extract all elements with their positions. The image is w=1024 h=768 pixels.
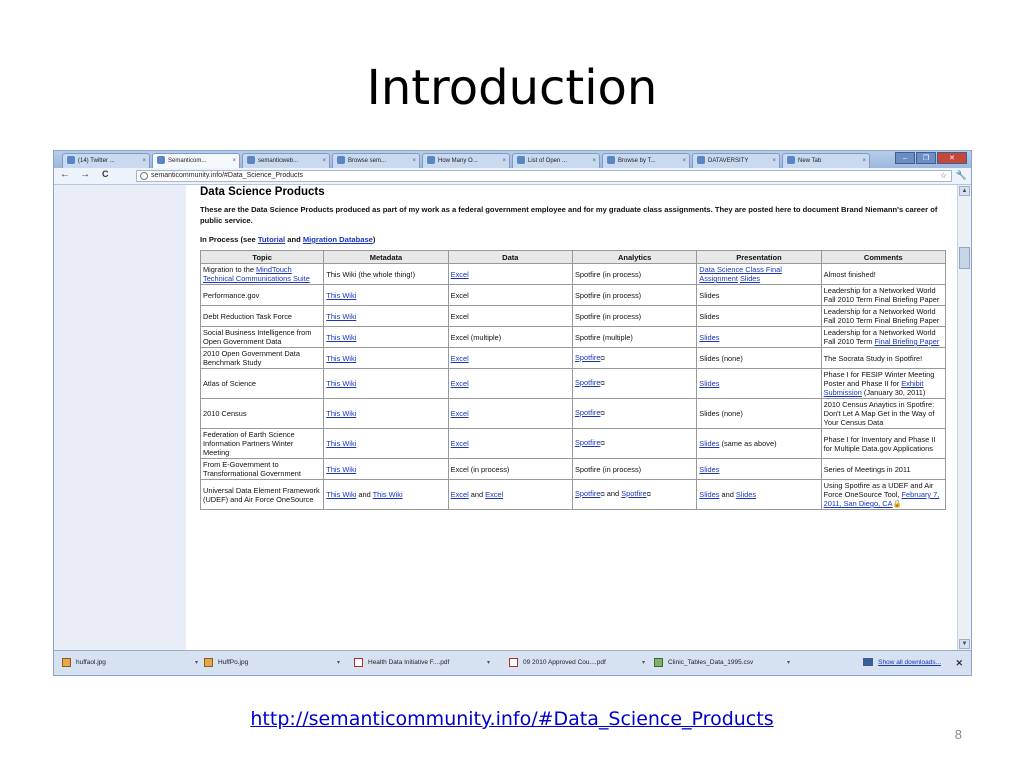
table-cell <box>822 264 945 284</box>
table-cell <box>201 264 323 284</box>
page-icon <box>517 156 525 164</box>
table-cell <box>573 480 696 509</box>
table-cell <box>822 459 945 479</box>
cell-text: Spotfire (in process) <box>574 464 642 474</box>
download-menu-icon[interactable]: ▾ <box>786 660 790 666</box>
cell-link[interactable]: Excel <box>450 353 469 363</box>
vertical-scrollbar[interactable] <box>957 185 971 650</box>
scroll-thumb[interactable] <box>959 247 970 269</box>
tab-close-icon[interactable]: × <box>862 158 866 164</box>
table-cell <box>201 327 323 347</box>
table-cell <box>697 327 820 347</box>
back-button[interactable]: ← <box>60 169 70 180</box>
table-cell <box>697 285 820 305</box>
cell-text: Excel <box>450 290 469 300</box>
url-caption <box>0 708 1024 730</box>
table-cell <box>573 285 696 305</box>
download-menu-icon[interactable]: ▾ <box>194 660 198 666</box>
cell-text: Debt Reduction Task Force <box>203 311 293 321</box>
cell-text: Migration to the <box>203 265 256 274</box>
cell-text: and <box>468 490 486 499</box>
show-all-downloads-link[interactable] <box>863 656 941 670</box>
table-cell <box>822 399 945 428</box>
cell-text: This Wiki (the whole thing!) <box>326 269 416 279</box>
table-cell <box>822 369 945 398</box>
download-item[interactable] <box>204 656 344 670</box>
external-link-icon: ⧉ <box>600 492 605 498</box>
tab-label: How Many O... <box>438 158 478 164</box>
migration-database-link[interactable]: Migration Database <box>302 235 373 244</box>
browser-tab[interactable] <box>152 153 240 168</box>
cell-link[interactable]: Excel <box>450 269 469 279</box>
tab-label: semanticweb... <box>258 158 299 164</box>
table-cell <box>449 429 572 458</box>
semanticommunity-icon <box>157 156 165 164</box>
cell-link[interactable]: Spotfire <box>574 352 601 362</box>
cell-link[interactable]: This Wiki <box>326 490 357 499</box>
cell-link[interactable]: This Wiki <box>326 290 357 300</box>
download-filename: HuffPo.jpg <box>218 659 249 666</box>
address-text: semanticommunity.info/#Data_Science_Products <box>151 172 304 179</box>
browser-tab[interactable] <box>782 153 870 168</box>
cell-text: Slides <box>699 311 720 321</box>
cell-link[interactable]: This Wiki <box>326 353 357 363</box>
table-cell <box>324 264 447 284</box>
table-row <box>201 306 945 326</box>
tab-label: Semanticom... <box>168 158 207 164</box>
cell-text: Excel <box>450 311 469 321</box>
table-cell <box>822 285 945 305</box>
cell-link[interactable]: Slides <box>739 274 761 283</box>
download-item[interactable] <box>509 656 649 670</box>
table-cell <box>697 399 820 428</box>
cell-text: Performance.gov <box>203 290 260 300</box>
table-cell <box>697 459 820 479</box>
table-cell <box>697 348 820 368</box>
cell-text: Spotfire (in process) <box>574 290 642 300</box>
show-all-label: Show all downloads... <box>878 659 941 666</box>
table-cell <box>697 264 820 284</box>
column-header: Data <box>449 251 572 263</box>
cell-link[interactable]: Excel <box>450 409 469 418</box>
table-cell <box>324 369 447 398</box>
table-cell <box>201 459 323 479</box>
table-body <box>201 264 945 509</box>
download-menu-icon[interactable]: ▾ <box>486 660 490 666</box>
cell-text: Leadership for a Networked World Fall 2010 Term Final Briefing Paper <box>823 307 940 325</box>
table-cell <box>449 327 572 347</box>
browser-tab[interactable] <box>512 153 600 168</box>
img-file-icon <box>204 658 213 667</box>
window-controls <box>895 152 967 165</box>
table-cell <box>201 399 323 428</box>
download-item[interactable] <box>354 656 494 670</box>
download-filename: 09 2010 Approved Cou....pdf <box>523 659 606 666</box>
tab-close-icon[interactable]: × <box>592 158 596 164</box>
table-cell <box>324 348 447 368</box>
external-link-icon: ⧉ <box>600 411 605 417</box>
cell-text: Federation of Earth Science Information Partners Winter Meeting <box>203 430 295 457</box>
table-row <box>201 327 945 347</box>
table-row <box>201 480 945 509</box>
cell-text: Spotfire (in process) <box>574 311 642 321</box>
in-process-line <box>200 235 950 244</box>
tab-close-icon[interactable]: × <box>232 158 236 164</box>
table-cell <box>573 399 696 428</box>
scroll-down-icon[interactable]: ▼ <box>959 639 970 649</box>
close-download-shelf-icon[interactable]: ✕ <box>955 658 963 668</box>
cell-link[interactable]: Slides <box>735 490 757 499</box>
cell-link[interactable]: Slides <box>699 490 720 499</box>
browser-tab[interactable] <box>62 153 150 168</box>
table-row <box>201 369 945 398</box>
downloads-icon <box>863 658 873 666</box>
cell-link[interactable]: February 7, 2011, San Diego, CA <box>823 490 940 508</box>
tab-strip <box>54 151 971 168</box>
download-item[interactable] <box>62 656 202 670</box>
table-cell <box>201 285 323 305</box>
cell-text: Atlas of Science <box>203 379 256 388</box>
cell-text: (same as above) <box>719 439 777 448</box>
pdf-file-icon <box>509 658 518 667</box>
table-cell <box>201 306 323 326</box>
download-item[interactable] <box>654 656 794 670</box>
table-cell <box>822 429 945 458</box>
cell-text: 🔒 <box>892 499 902 508</box>
scroll-up-icon[interactable]: ▲ <box>959 186 970 196</box>
download-menu-icon[interactable]: ▾ <box>336 660 340 666</box>
table-cell <box>324 327 447 347</box>
column-header: Comments <box>822 251 945 263</box>
table-cell <box>201 348 323 368</box>
page-icon <box>427 156 435 164</box>
pdf-file-icon <box>354 658 363 667</box>
table-row <box>201 399 945 428</box>
wrench-icon[interactable]: 🔧 <box>955 170 967 180</box>
cell-link[interactable]: Slides <box>699 379 720 388</box>
cell-text: and <box>356 490 373 499</box>
table-row <box>201 285 945 305</box>
cell-link[interactable]: This Wiki <box>326 311 357 321</box>
cell-link[interactable]: Excel <box>450 379 469 388</box>
external-link-icon: ⧉ <box>600 381 605 387</box>
page-icon <box>787 156 795 164</box>
cell-text: Slides (none) <box>699 409 743 418</box>
browser-window <box>53 150 972 676</box>
table-cell <box>324 285 447 305</box>
table-cell <box>449 459 572 479</box>
download-filename: Health Data Initiative F....pdf <box>368 659 450 666</box>
cell-text: 2010 Census Anaytics in Spotfire: Don't Let A Map Get in the Way of Your Census Data <box>823 400 935 427</box>
table-header-row <box>201 251 945 263</box>
page-icon <box>247 156 255 164</box>
download-filename: huffaol.jpg <box>76 659 106 666</box>
cell-text: 2010 Census <box>203 409 247 418</box>
column-header: Topic <box>201 251 323 263</box>
external-link-icon: ⧉ <box>600 441 605 447</box>
tab-close-icon[interactable]: × <box>502 158 506 164</box>
table-cell <box>324 480 447 509</box>
page-content <box>200 185 950 510</box>
slide-title: Introduction <box>366 60 658 116</box>
cell-text: and <box>604 489 622 498</box>
column-header: Metadata <box>324 251 447 263</box>
cell-link[interactable]: Excel <box>450 439 469 448</box>
cell-text: and <box>719 490 736 499</box>
cell-link[interactable]: This Wiki <box>326 332 357 342</box>
left-pane <box>54 185 186 650</box>
table-row <box>201 429 945 458</box>
cell-link[interactable]: Final Briefing Paper <box>874 337 940 346</box>
cell-link[interactable]: MindTouch Technical Communications Suite <box>203 265 310 283</box>
tab-close-icon[interactable]: × <box>412 158 416 164</box>
cell-text: Excel (multiple) <box>450 332 502 342</box>
browser-tab[interactable] <box>602 153 690 168</box>
cell-text: Phase I for FESIP Winter Meeting Poster and Phase II for <box>823 370 935 388</box>
table-row <box>201 348 945 368</box>
table-cell <box>449 399 572 428</box>
tab-label: Browse by T... <box>618 158 656 164</box>
table-cell <box>573 369 696 398</box>
table-cell <box>573 327 696 347</box>
table-cell <box>324 429 447 458</box>
cell-link[interactable]: Slides <box>699 439 720 448</box>
table-cell <box>449 285 572 305</box>
in-process-prefix: In Process (see <box>200 235 258 244</box>
table-cell <box>449 480 572 509</box>
in-process-suffix: ) <box>372 235 376 244</box>
table-cell <box>449 306 572 326</box>
tab-label: DATAVERSITY <box>708 158 749 164</box>
globe-icon <box>140 172 148 180</box>
table-cell <box>573 429 696 458</box>
table-cell <box>573 348 696 368</box>
table-row <box>201 459 945 479</box>
table-cell <box>697 429 820 458</box>
tab-close-icon[interactable]: × <box>772 158 776 164</box>
table-cell <box>822 306 945 326</box>
external-link-icon: ⧉ <box>646 492 651 498</box>
table-cell <box>201 480 323 509</box>
address-bar[interactable] <box>136 170 952 182</box>
download-filename: Clinic_Tables_Data_1995.csv <box>668 659 754 666</box>
tutorial-link[interactable]: Tutorial <box>257 235 286 244</box>
table-cell <box>697 306 820 326</box>
cell-link[interactable]: Slides <box>699 332 720 342</box>
cell-text: From E-Government to Transformational Government <box>203 460 301 478</box>
tab-close-icon[interactable]: × <box>322 158 326 164</box>
cell-link[interactable]: This Wiki <box>326 464 357 474</box>
browser-toolbar <box>54 168 971 185</box>
column-header: Presentation <box>697 251 820 263</box>
table-cell <box>573 306 696 326</box>
browser-tab[interactable] <box>692 153 780 168</box>
table-cell <box>697 480 820 509</box>
close-window-button[interactable]: ✕ <box>937 152 967 164</box>
table-cell <box>573 264 696 284</box>
tab-label: New Tab <box>798 158 822 164</box>
page-icon <box>337 156 345 164</box>
page-icon <box>607 156 615 164</box>
table-cell <box>201 429 323 458</box>
bookmark-star-icon[interactable]: ☆ <box>939 171 947 180</box>
cell-link[interactable]: This Wiki <box>372 490 403 499</box>
cell-link[interactable]: This Wiki <box>326 409 357 418</box>
tab-label: (14) Twitter ... <box>78 158 115 164</box>
cell-text: Universal Data Element Framework (UDEF) and Air Force OneSource <box>203 485 320 504</box>
cell-link[interactable]: Spotfire <box>574 438 601 447</box>
table-cell <box>573 459 696 479</box>
cell-text: Social Business Intelligence from Open Government Data <box>203 328 312 346</box>
download-menu-icon[interactable]: ▾ <box>641 660 645 666</box>
tab-label: Browse sem... <box>348 158 387 164</box>
cell-text: Phase I for Inventory and Phase II for Multiple Data.gov Applications <box>823 434 936 453</box>
cell-link[interactable]: Slides <box>699 464 720 474</box>
page-icon <box>697 156 705 164</box>
browser-tab[interactable] <box>242 153 330 168</box>
column-header: Analytics <box>573 251 696 263</box>
cell-text: Slides <box>699 290 720 300</box>
source-url-link[interactable]: http://semanticommunity.info/#Data_Science_Products <box>250 708 774 730</box>
intro-paragraph: These are the Data Science Products produced as part of my work as a federal government employee and for my graduate class assignments. They are posted here to document Brand Niemann's career of public service. <box>200 205 938 225</box>
restore-button[interactable]: ❐ <box>916 152 936 164</box>
browser-tab[interactable] <box>422 153 510 168</box>
table-cell <box>822 327 945 347</box>
cell-text: (January 30, 2011) <box>861 388 926 397</box>
products-table <box>200 250 946 510</box>
reload-button[interactable]: C <box>102 169 109 179</box>
tab-label: List of Open ... <box>528 158 568 164</box>
table-row <box>201 264 945 284</box>
cell-text: Leadership for a Networked World Fall 2010 Term Final Briefing Paper <box>823 286 940 304</box>
table-cell <box>822 348 945 368</box>
table-cell <box>449 369 572 398</box>
browser-tab[interactable] <box>332 153 420 168</box>
cell-link[interactable]: This Wiki <box>326 379 357 388</box>
cell-text: Spotfire (multiple) <box>574 332 633 342</box>
cell-link[interactable]: This Wiki <box>326 439 357 448</box>
minimize-button[interactable]: – <box>895 152 915 164</box>
table-cell <box>697 369 820 398</box>
cell-text: Series of Meetings in 2011 <box>823 464 911 474</box>
cell-link[interactable]: Spotfire <box>574 408 601 417</box>
and-text: and <box>285 235 303 244</box>
csv-file-icon <box>654 658 663 667</box>
table-cell <box>324 399 447 428</box>
cell-text: 2010 Open Government Data Benchmark Study <box>203 349 300 367</box>
tab-close-icon[interactable]: × <box>142 158 146 164</box>
table-cell <box>324 306 447 326</box>
cell-text: Leadership for a Networked World Fall 2010 Term <box>823 328 936 346</box>
cell-text: Excel (in process) <box>450 464 510 474</box>
cell-text: The Socrata Study in Spotfire! <box>823 353 923 363</box>
table-cell <box>449 264 572 284</box>
forward-button[interactable]: → <box>80 169 90 180</box>
cell-text: Using Spotfire as a UDEF and Air Force OneSource Tool, <box>823 481 934 499</box>
cell-text: Almost finished! <box>823 269 876 279</box>
external-link-icon: ⧉ <box>600 355 605 362</box>
table-cell <box>201 369 323 398</box>
img-file-icon <box>62 658 71 667</box>
cell-link[interactable]: Excel <box>450 490 469 499</box>
page-heading: Data Science Products <box>200 186 325 198</box>
cell-text: Spotfire (in process) <box>574 269 642 279</box>
slide-number: 8 <box>954 727 962 742</box>
cell-link[interactable]: Data Science Class Final Assignment <box>699 265 782 283</box>
cell-link[interactable]: Spotfire <box>621 489 647 498</box>
download-shelf <box>54 650 971 676</box>
table-cell <box>324 459 447 479</box>
twitter-icon <box>67 156 75 164</box>
table-cell <box>449 348 572 368</box>
tab-close-icon[interactable]: × <box>682 158 686 164</box>
cell-link[interactable]: Excel <box>485 490 504 499</box>
cell-text: Slides (none) <box>699 353 743 363</box>
table-cell <box>822 480 945 509</box>
cell-link[interactable]: Spotfire <box>574 489 601 498</box>
page-viewport <box>54 185 959 650</box>
cell-link[interactable]: Exhibit Submission <box>823 379 924 397</box>
cell-link[interactable]: Spotfire <box>574 378 601 387</box>
